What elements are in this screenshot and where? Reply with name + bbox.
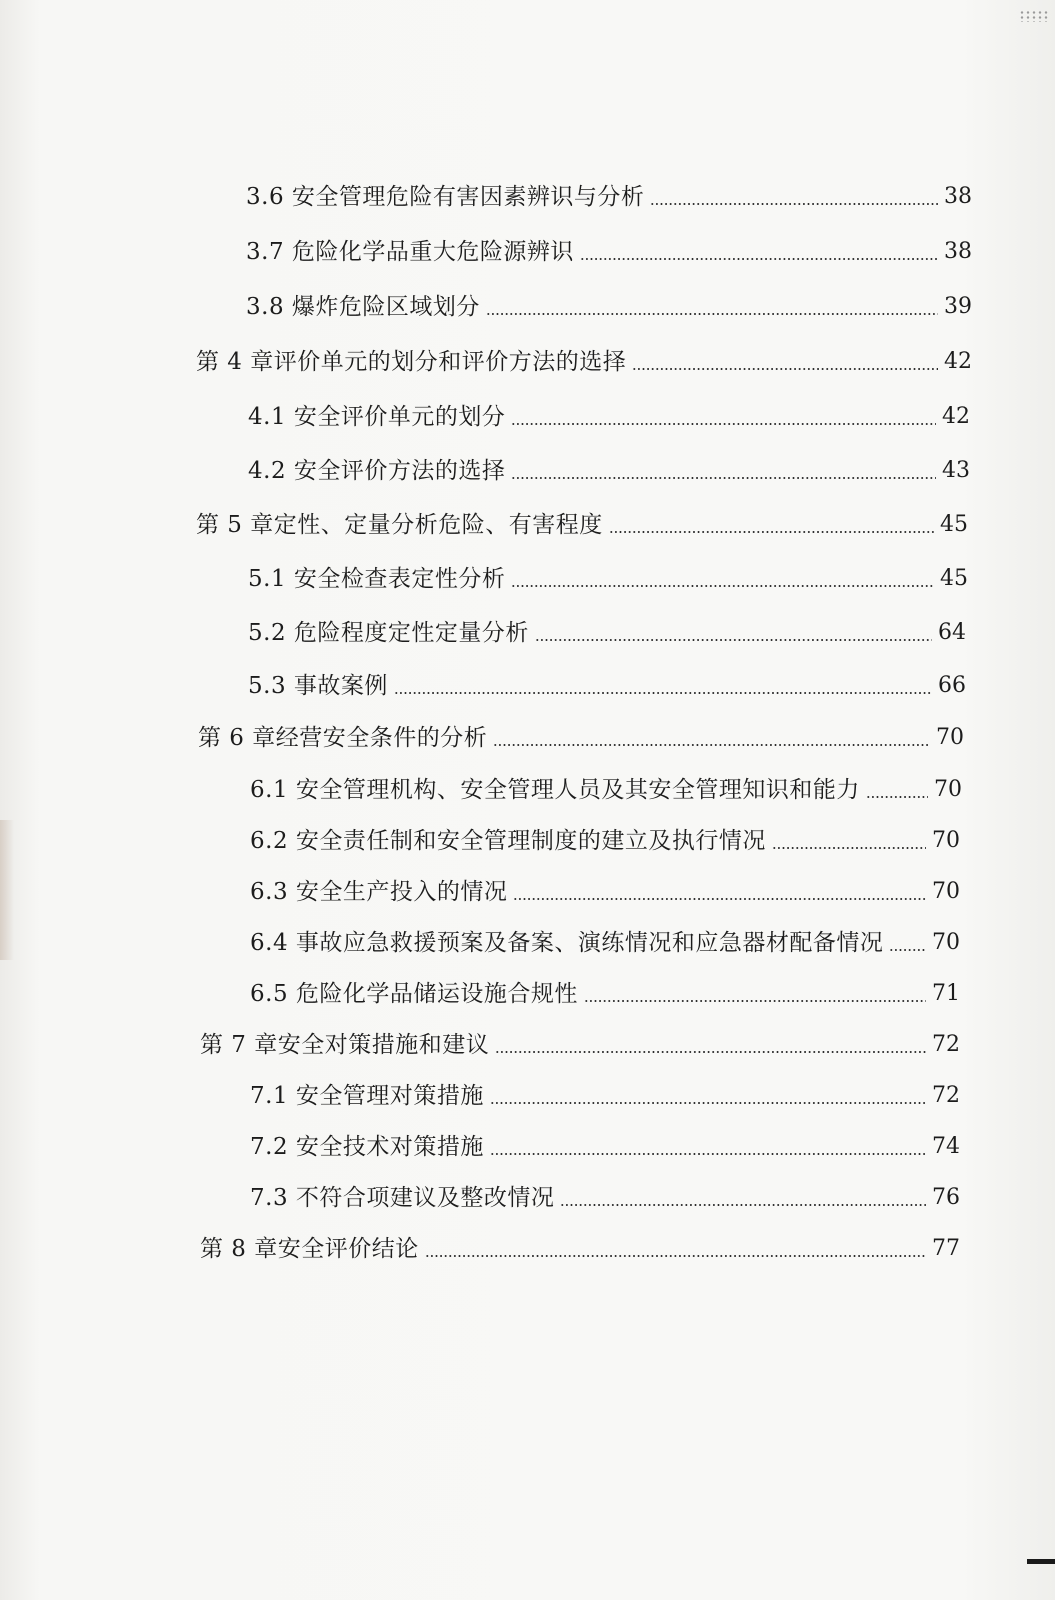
toc-entry-page: 74 [932,1134,960,1159]
toc-entry[interactable] [198,713,964,753]
toc-entry-page: 77 [932,1236,960,1261]
toc-entry-page: 45 [940,512,968,537]
toc-entry-title: 5.2 危险程度定性定量分析 [248,620,529,646]
toc-entry[interactable] [200,1224,960,1264]
dot-leader [486,313,938,315]
toc-entry-page: 70 [934,777,962,802]
toc-entry[interactable] [196,500,968,540]
dot-leader [584,1000,926,1002]
toc-entry-page: 70 [936,725,964,750]
dot-leader [650,203,938,205]
dot-leader [889,949,926,951]
toc-entry-page: 70 [932,879,960,904]
toc-entry-title: 第 5 章定性、定量分析危险、有害程度 [196,512,603,538]
toc-entry-page: 64 [938,620,966,645]
toc-entry[interactable] [250,1122,960,1162]
dot-leader [511,585,934,587]
toc-entry[interactable] [248,392,970,432]
toc-entry-title: 3.7 危险化学品重大危险源辨识 [246,239,574,265]
toc-entry-page: 38 [944,184,972,209]
toc-entry-page: 43 [942,458,970,483]
dot-leader [580,258,938,260]
toc-entry[interactable] [250,918,960,958]
dot-leader [632,368,938,370]
toc-entry-title: 7.2 安全技术对策措施 [250,1134,484,1160]
dot-leader [866,796,928,798]
toc-entry-page: 72 [932,1032,960,1057]
dot-leader [493,744,930,746]
toc-entry-title: 4.2 安全评价方法的选择 [248,458,506,484]
toc-entry[interactable] [248,446,970,486]
toc-entry[interactable] [246,172,972,212]
toc-entry[interactable] [248,661,966,701]
toc-entry-title: 6.3 安全生产投入的情况 [250,879,508,905]
dot-leader [560,1204,926,1206]
toc-entry-title: 7.1 安全管理对策措施 [250,1083,484,1109]
toc-entry-page: 76 [932,1185,960,1210]
toc-entry-page: 70 [932,828,960,853]
toc-entry[interactable] [248,608,966,648]
scan-artifact [1027,1559,1055,1564]
toc-entry-title: 第 8 章安全评价结论 [200,1236,419,1262]
toc-entry[interactable] [250,1173,960,1213]
toc-entry[interactable] [250,969,960,1009]
toc-entry-page: 45 [940,566,968,591]
dot-leader [511,423,936,425]
toc-entry-page: 42 [944,349,972,374]
toc-entry-page: 39 [944,294,972,319]
toc-entry[interactable] [246,282,972,322]
toc-entry-title: 5.3 事故案例 [248,673,388,699]
toc-entry[interactable] [196,337,972,377]
dot-leader [425,1255,926,1257]
toc-entry[interactable] [250,867,960,907]
toc-entry-page: 66 [938,673,966,698]
toc-entry[interactable] [250,765,962,805]
toc-entry-page: 70 [932,930,960,955]
dot-leader [513,898,926,900]
dot-leader [772,847,926,849]
toc-entry[interactable] [250,1071,960,1111]
toc-entry-title: 第 4 章评价单元的划分和评价方法的选择 [196,349,627,375]
toc-entry-title: 第 6 章经营安全条件的分析 [198,725,488,751]
dot-leader [490,1102,926,1104]
dot-leader [511,477,936,479]
toc-entry-title: 7.3 不符合项建议及整改情况 [250,1185,555,1211]
toc-entry-title: 6.4 事故应急救援预案及备案、演练情况和应急器材配备情况 [250,930,884,956]
toc-entry[interactable] [250,816,960,856]
toc-entry-page: 71 [932,981,960,1006]
toc-entry-title: 6.1 安全管理机构、安全管理人员及其安全管理知识和能力 [250,777,860,803]
toc-entry-title: 5.1 安全检查表定性分析 [248,566,506,592]
dot-leader [394,692,932,694]
toc-entry-title: 第 7 章安全对策措施和建议 [200,1032,490,1058]
toc-entry-title: 6.5 危险化学品储运设施合规性 [250,981,578,1007]
toc-entry[interactable] [246,227,972,267]
dot-leader [495,1051,926,1053]
toc-entry-page: 38 [944,239,972,264]
toc-entry-title: 4.1 安全评价单元的划分 [248,404,506,430]
dot-leader [490,1153,926,1155]
dot-leader [609,531,934,533]
dot-leader [535,639,932,641]
toc-entry-page: 72 [932,1083,960,1108]
toc-entry[interactable] [200,1020,960,1060]
toc-entry-title: 3.6 安全管理危险有害因素辨识与分析 [246,184,645,210]
toc-entry[interactable] [248,554,968,594]
toc-entry-title: 6.2 安全责任制和安全管理制度的建立及执行情况 [250,828,766,854]
toc-entry-title: 3.8 爆炸危险区域划分 [246,294,480,320]
toc-entry-page: 42 [942,404,970,429]
